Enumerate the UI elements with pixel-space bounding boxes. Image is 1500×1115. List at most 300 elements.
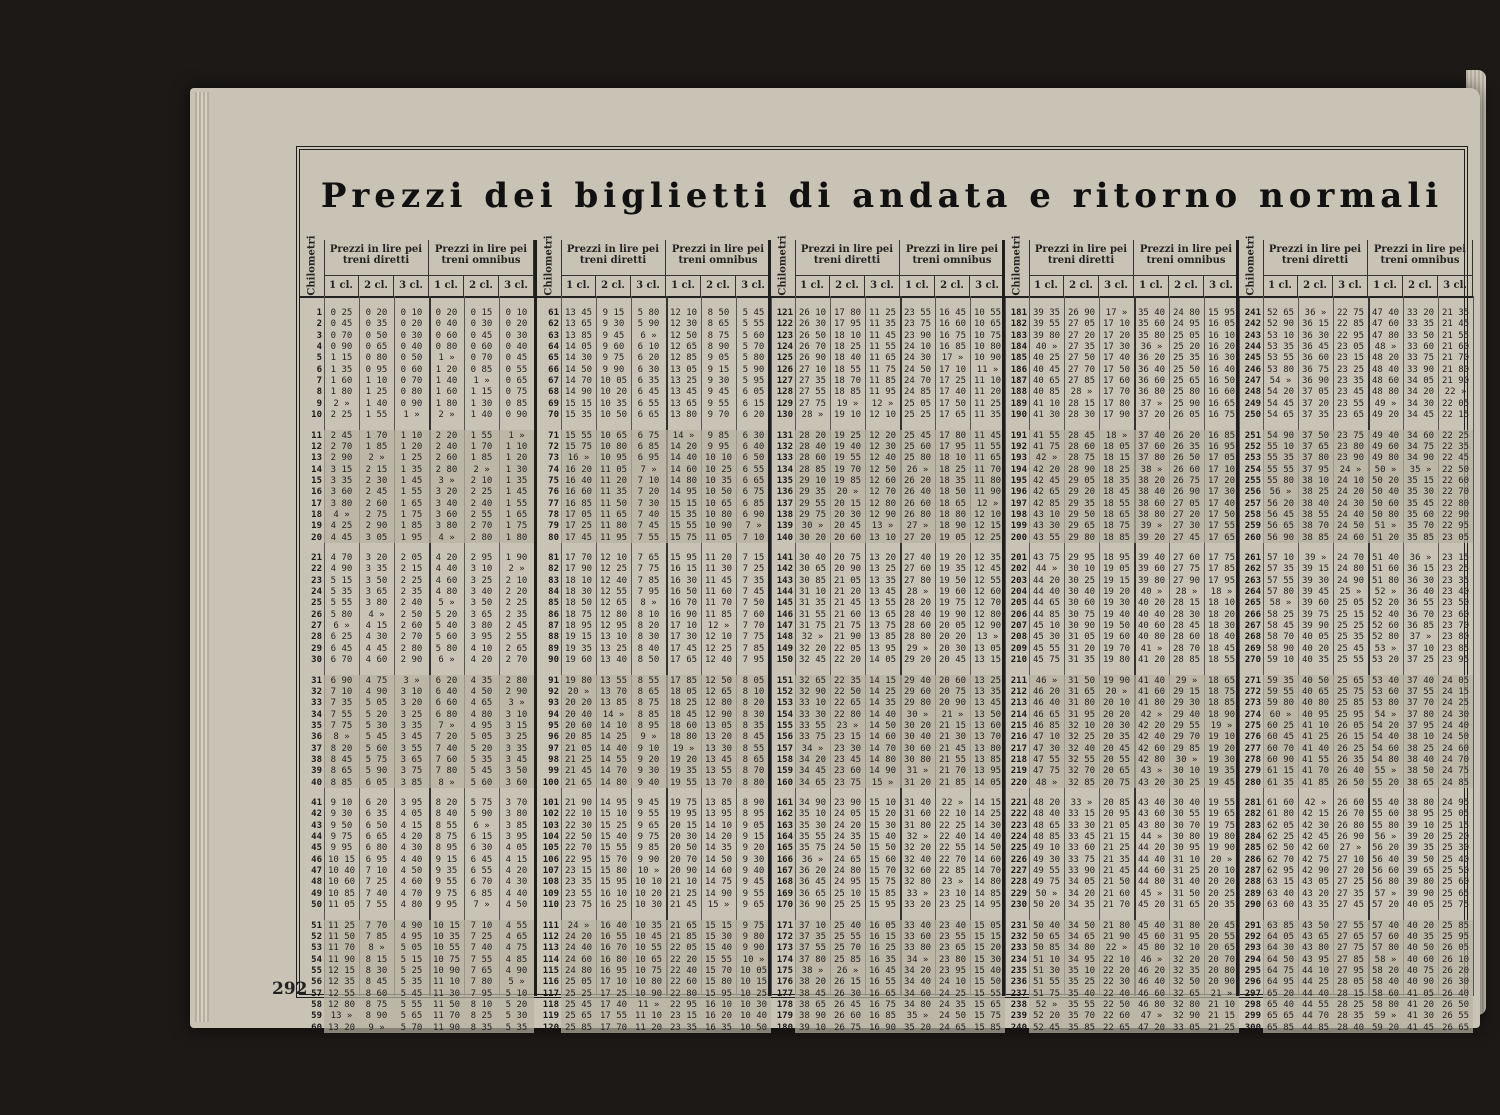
price-cell: 5 20 bbox=[365, 709, 388, 720]
price-cell: 17 10 bbox=[599, 977, 628, 988]
price-cell: 22 25 bbox=[938, 820, 967, 831]
price-cell: 17 05 bbox=[1207, 453, 1236, 464]
price-cell: 9 55 bbox=[637, 809, 660, 820]
price-cell: 22 95 bbox=[1441, 521, 1470, 532]
price-cell: 23 25 bbox=[938, 900, 967, 911]
price-cell: 9 45 bbox=[637, 798, 660, 808]
km-number: 111 bbox=[542, 920, 559, 931]
price-cell: 44 55 bbox=[1301, 999, 1330, 1010]
price-cell: 1 40 bbox=[470, 410, 493, 421]
price-cell: 22 95 bbox=[669, 999, 698, 1010]
price-cell: 22 05 bbox=[669, 943, 698, 954]
fare-block bbox=[1002, 235, 1236, 1033]
price-cell: 9 » bbox=[368, 1022, 385, 1033]
price-cell: 15 50 bbox=[973, 977, 1002, 988]
price-cell: 9 20 bbox=[637, 754, 660, 765]
price-cell: 22 70 bbox=[938, 854, 967, 865]
price-cell: 3 95 bbox=[470, 632, 493, 643]
price-cell: 27 55 bbox=[798, 387, 827, 398]
price-cell: 20 20 bbox=[938, 632, 967, 643]
price-cell: 28 70 bbox=[1172, 643, 1201, 654]
price-cell: 32 10 bbox=[1172, 943, 1201, 954]
price-cell: 20 40 bbox=[564, 709, 593, 720]
price-cell: 29 70 bbox=[1172, 732, 1201, 743]
price-cell: 25 05 bbox=[1441, 809, 1470, 820]
price-cell: 5 90 bbox=[742, 364, 765, 375]
price-cell: 43 40 bbox=[1137, 798, 1166, 808]
price-cell: 3 80 bbox=[435, 521, 458, 532]
price-cell: 7 75 bbox=[330, 720, 353, 731]
class-header: 3 cl. bbox=[1438, 276, 1473, 296]
price-cell: 18 95 bbox=[1102, 553, 1131, 563]
price-cell: 29 75 bbox=[798, 509, 827, 520]
price-cell: 7 95 bbox=[470, 988, 493, 999]
price-cell: 9 30 bbox=[742, 854, 765, 865]
price-cell: 15 65 bbox=[973, 999, 1002, 1010]
price-cell: 19 75 bbox=[1207, 820, 1236, 831]
price-cell: 27 80 bbox=[903, 575, 932, 586]
price-cell: 33 35 bbox=[1406, 319, 1435, 330]
price-cell: 6 05 bbox=[742, 387, 765, 398]
price-cell: 3 20 bbox=[400, 698, 423, 709]
km-number: 213 bbox=[1010, 698, 1027, 709]
price-cell: 8 75 bbox=[637, 698, 660, 709]
price-cell: 39 » bbox=[1140, 521, 1163, 532]
price-cell: 9 30 bbox=[637, 766, 660, 777]
price-cell: 54 65 bbox=[1266, 410, 1295, 421]
price-cell: 41 45 bbox=[1406, 1022, 1435, 1033]
price-cell: 35 85 bbox=[1067, 1022, 1096, 1033]
price-cell: 28 40 bbox=[1336, 1022, 1365, 1033]
price-cell: 8 10 bbox=[742, 686, 765, 697]
price-cell: 36 » bbox=[1409, 553, 1432, 563]
km-number: 168 bbox=[776, 877, 793, 888]
price-cell: 34 90 bbox=[1406, 453, 1435, 464]
km-number: 8 bbox=[316, 387, 322, 398]
price-cell: 48 » bbox=[1374, 342, 1397, 353]
km-number: 171 bbox=[776, 920, 793, 931]
price-cell: 18 15 bbox=[1102, 453, 1131, 464]
price-cell: 53 10 bbox=[1266, 330, 1295, 341]
price-cell: 4 20 bbox=[470, 655, 493, 666]
price-cell: 22 95 bbox=[1336, 330, 1365, 341]
price-cell: 35 70 bbox=[1067, 1011, 1096, 1022]
price-cell: 7 25 bbox=[470, 931, 493, 942]
price-cell: 0 10 bbox=[400, 308, 423, 318]
price-cell: 9 30 bbox=[707, 376, 730, 387]
km-number: 290 bbox=[1244, 900, 1261, 911]
price-cell: 41 30 bbox=[1032, 410, 1061, 421]
price-cell: 44 20 bbox=[1137, 843, 1166, 854]
price-cell: 31 10 bbox=[798, 587, 827, 598]
price-cell: 6 45 bbox=[470, 854, 493, 865]
price-cell: 33 75 bbox=[798, 732, 827, 743]
price-cell: 15 40 bbox=[704, 943, 733, 954]
price-cell: 2 10 bbox=[505, 575, 528, 586]
km-number: 136 bbox=[776, 487, 793, 498]
price-cell: 36 » bbox=[1304, 308, 1327, 318]
price-cell: 31 05 bbox=[1067, 632, 1096, 643]
price-cell: 8 65 bbox=[742, 754, 765, 765]
price-cell: 11 35 bbox=[973, 410, 1002, 421]
km-number: 241 bbox=[1244, 308, 1261, 318]
price-cell: 9 95 bbox=[435, 900, 458, 911]
km-number: 224 bbox=[1010, 832, 1027, 843]
price-cell: 12 25 bbox=[973, 532, 1002, 543]
price-cell: 41 85 bbox=[1301, 777, 1330, 788]
price-cell: 37 80 bbox=[1137, 453, 1166, 464]
price-cell: 15 » bbox=[707, 900, 730, 911]
price-cell: 38 10 bbox=[1301, 475, 1330, 486]
price-cell: 46 85 bbox=[1032, 720, 1061, 731]
price-cell: 22 85 bbox=[938, 866, 967, 877]
class-header: 2 cl. bbox=[464, 276, 499, 296]
km-number: 143 bbox=[776, 575, 793, 586]
km-number: 36 bbox=[311, 732, 322, 743]
price-cell: 16 60 bbox=[938, 319, 967, 330]
price-cell: 10 55 bbox=[432, 943, 461, 954]
price-cell: 9 10 bbox=[637, 743, 660, 754]
price-cell: 16 95 bbox=[1207, 441, 1236, 452]
price-cell: 33 75 bbox=[1067, 854, 1096, 865]
price-cell: 18 75 bbox=[1102, 521, 1131, 532]
price-cell: 4 65 bbox=[470, 698, 493, 709]
km-number: 95 bbox=[548, 720, 559, 731]
price-cell: 36 85 bbox=[1406, 621, 1435, 632]
price-cell: 5 80 bbox=[742, 353, 765, 364]
class-header: 1 cl. bbox=[561, 276, 596, 296]
km-number: 101 bbox=[542, 798, 559, 808]
price-cell: 6 45 bbox=[637, 387, 660, 398]
price-cell: 4 95 bbox=[470, 720, 493, 731]
price-cell: 23 45 bbox=[833, 754, 862, 765]
km-number: 284 bbox=[1244, 832, 1261, 843]
price-cell: 55 35 bbox=[1266, 453, 1295, 464]
price-cell: 0 80 bbox=[365, 353, 388, 364]
price-cell: 8 50 bbox=[707, 308, 730, 318]
price-cell: 3 65 bbox=[400, 754, 423, 765]
price-cell: 14 20 bbox=[704, 832, 733, 843]
price-cell: 41 25 bbox=[1301, 732, 1330, 743]
price-cell: 33 60 bbox=[1406, 342, 1435, 353]
price-cell: 9 15 bbox=[707, 364, 730, 375]
price-cell: 9 90 bbox=[602, 364, 625, 375]
price-cell: 30 60 bbox=[903, 743, 932, 754]
price-cell: 58 20 bbox=[1371, 965, 1400, 976]
price-cell: 36 30 bbox=[1406, 575, 1435, 586]
km-number: 228 bbox=[1010, 877, 1027, 888]
price-cell: 16 05 bbox=[868, 920, 897, 931]
km-number: 3 bbox=[316, 330, 322, 341]
price-cell: 20 65 bbox=[1207, 943, 1236, 954]
class-header: 1 cl. bbox=[1368, 276, 1403, 296]
price-cell: 26 75 bbox=[833, 1022, 862, 1033]
price-cell: 23 » bbox=[836, 720, 859, 731]
price-cell: 33 30 bbox=[1067, 820, 1096, 831]
direct-group-header: Prezzi in lire pei treni diretti bbox=[561, 240, 666, 276]
price-cell: 40 50 bbox=[1301, 675, 1330, 686]
price-cell: 36 » bbox=[801, 854, 824, 865]
price-cell: 26 05 bbox=[1172, 410, 1201, 421]
km-number: 75 bbox=[548, 475, 559, 486]
price-cell: 16 40 bbox=[564, 475, 593, 486]
price-cell: 2 75 bbox=[365, 509, 388, 520]
price-cell: 42 » bbox=[1304, 798, 1327, 808]
price-cell: 5 20 bbox=[505, 999, 528, 1010]
price-cell: 23 90 bbox=[1336, 453, 1365, 464]
price-cell: 4 70 bbox=[330, 553, 353, 563]
price-cell: 31 80 bbox=[903, 820, 932, 831]
km-number: 77 bbox=[548, 498, 559, 509]
price-cell: 17 90 bbox=[564, 564, 593, 575]
price-cell: 3 10 bbox=[470, 564, 493, 575]
price-cell: 42 45 bbox=[1301, 832, 1330, 843]
km-number: 273 bbox=[1244, 698, 1261, 709]
price-cell: 31 55 bbox=[798, 609, 827, 620]
price-cell: 28 30 bbox=[1172, 609, 1201, 620]
km-number: 146 bbox=[776, 609, 793, 620]
price-cell: 4 75 bbox=[505, 943, 528, 954]
price-cell: 4 45 bbox=[330, 532, 353, 543]
price-cell: 1 10 bbox=[365, 376, 388, 387]
price-cell: 13 » bbox=[976, 632, 999, 643]
price-cell: 18 85 bbox=[1102, 532, 1131, 543]
price-cell: 14 90 bbox=[564, 387, 593, 398]
price-cell: 25 75 bbox=[1441, 900, 1470, 911]
price-cell: 8 30 bbox=[637, 632, 660, 643]
price-cell: 25 65 bbox=[1336, 675, 1365, 686]
price-cell: 36 65 bbox=[798, 888, 827, 899]
price-cell: 16 15 bbox=[669, 564, 698, 575]
price-cell: 26 45 bbox=[833, 999, 862, 1010]
km-number: 10 bbox=[311, 410, 322, 421]
price-cell: 28 75 bbox=[1067, 453, 1096, 464]
price-cell: 2 80 bbox=[400, 643, 423, 654]
price-cell: 3 60 bbox=[435, 509, 458, 520]
price-cell: 5 55 bbox=[330, 598, 353, 609]
price-cell: 24 50 bbox=[1336, 521, 1365, 532]
price-cell: 6 55 bbox=[470, 866, 493, 877]
price-cell: 4 10 bbox=[470, 643, 493, 654]
km-number: 145 bbox=[776, 598, 793, 609]
price-cell: 6 50 bbox=[365, 820, 388, 831]
price-cell: 14 95 bbox=[599, 798, 628, 808]
price-cell: 10 90 bbox=[432, 965, 461, 976]
price-cell: 1 35 bbox=[400, 464, 423, 475]
price-cell: 47 60 bbox=[1371, 319, 1400, 330]
price-cell: 15 20 bbox=[973, 943, 1002, 954]
price-cell: 19 55 bbox=[1207, 798, 1236, 808]
price-cell: 27 50 bbox=[1067, 353, 1096, 364]
price-cell: 30 » bbox=[801, 521, 824, 532]
price-cell: 23 30 bbox=[833, 743, 862, 754]
km-number: 162 bbox=[776, 809, 793, 820]
price-cell: 4 » bbox=[438, 532, 455, 543]
price-cell: 10 35 bbox=[634, 920, 663, 931]
price-cell: 9 45 bbox=[602, 330, 625, 341]
price-cell: 31 80 bbox=[1067, 698, 1096, 709]
price-cell: 7 25 bbox=[742, 564, 765, 575]
km-number: 247 bbox=[1244, 376, 1261, 387]
price-cell: 33 75 bbox=[1406, 353, 1435, 364]
price-cell: 38 80 bbox=[1406, 798, 1435, 808]
price-cell: 25 45 bbox=[564, 999, 593, 1010]
price-cell: 2 70 bbox=[400, 632, 423, 643]
km-number: 83 bbox=[548, 575, 559, 586]
km-number: 248 bbox=[1244, 387, 1261, 398]
price-cell: 15 85 bbox=[868, 888, 897, 899]
price-cell: 25 60 bbox=[903, 441, 932, 452]
price-cell: 12 55 bbox=[973, 575, 1002, 586]
price-cell: 11 20 bbox=[704, 553, 733, 563]
price-cell: 2 15 bbox=[400, 564, 423, 575]
price-cell: 26 15 bbox=[833, 977, 862, 988]
price-cell: 42 15 bbox=[1301, 809, 1330, 820]
price-cell: 45 30 bbox=[1032, 632, 1061, 643]
km-number: 295 bbox=[1244, 965, 1261, 976]
price-cell: 8 65 bbox=[637, 686, 660, 697]
price-cell: 43 95 bbox=[1301, 954, 1330, 965]
price-cell: 13 50 bbox=[973, 709, 1002, 720]
price-cell: 64 50 bbox=[1266, 954, 1295, 965]
km-number: 174 bbox=[776, 954, 793, 965]
price-cell: 9 50 bbox=[330, 820, 353, 831]
km-number: 102 bbox=[542, 809, 559, 820]
price-cell: 27 75 bbox=[1172, 564, 1201, 575]
price-cell: 25 90 bbox=[1172, 398, 1201, 409]
price-cell: 38 65 bbox=[1406, 777, 1435, 788]
price-cell: 0 60 bbox=[470, 342, 493, 353]
price-cell: 8 » bbox=[640, 598, 657, 609]
price-cell: 3 60 bbox=[505, 777, 528, 788]
km-number: 156 bbox=[776, 732, 793, 743]
price-cell: 19 70 bbox=[1102, 643, 1131, 654]
km-number: 54 bbox=[311, 954, 322, 965]
price-cell: 48 65 bbox=[1032, 820, 1061, 831]
price-cell: 51 30 bbox=[1032, 965, 1061, 976]
price-cell: 36 » bbox=[1140, 342, 1163, 353]
price-cell: 9 55 bbox=[742, 888, 765, 899]
price-cell: 1 15 bbox=[470, 387, 493, 398]
price-cell: 1 60 bbox=[435, 387, 458, 398]
price-cell: 44 10 bbox=[1301, 965, 1330, 976]
price-cell: 0 20 bbox=[435, 308, 458, 318]
price-cell: 16 10 bbox=[1207, 330, 1236, 341]
price-cell: 12 » bbox=[871, 398, 894, 409]
price-cell: 8 55 bbox=[742, 743, 765, 754]
price-cell: 13 65 bbox=[564, 319, 593, 330]
price-cell: 21 55 bbox=[938, 754, 967, 765]
price-cell: 8 30 bbox=[742, 709, 765, 720]
price-cell: 26 40 bbox=[1336, 766, 1365, 777]
km-number: 234 bbox=[1010, 954, 1027, 965]
km-number: 62 bbox=[548, 319, 559, 330]
price-cell: 25 75 bbox=[1336, 686, 1365, 697]
price-cell: 10 05 bbox=[739, 965, 768, 976]
price-cell: 35 40 bbox=[1067, 988, 1096, 999]
price-cell: 24 95 bbox=[1441, 798, 1470, 808]
km-number: 218 bbox=[1010, 754, 1027, 765]
price-cell: 4 50 bbox=[505, 900, 528, 911]
price-cell: 0 60 bbox=[400, 364, 423, 375]
price-cell: 21 55 bbox=[1441, 330, 1470, 341]
price-cell: 26 30 bbox=[1441, 977, 1470, 988]
price-cell: 26 75 bbox=[1172, 475, 1201, 486]
price-cell: 22 50 bbox=[564, 832, 593, 843]
price-cell: 10 35 bbox=[599, 398, 628, 409]
price-cell: 29 55 bbox=[1172, 720, 1201, 731]
price-cell: 33 60 bbox=[903, 931, 932, 942]
km-number: 161 bbox=[776, 798, 793, 808]
price-cell: 28 20 bbox=[798, 430, 827, 441]
price-cell: 3 35 bbox=[330, 475, 353, 486]
km-number: 287 bbox=[1244, 866, 1261, 877]
price-cell: 61 60 bbox=[1266, 798, 1295, 808]
price-cell: 9 05 bbox=[742, 820, 765, 831]
price-cell: 40 05 bbox=[1406, 900, 1435, 911]
km-number: 30 bbox=[311, 655, 322, 666]
price-cell: 50 20 bbox=[1371, 475, 1400, 486]
price-cell: 12 55 bbox=[599, 587, 628, 598]
price-cell: 64 30 bbox=[1266, 943, 1295, 954]
km-number: 57 bbox=[311, 988, 322, 999]
km-number: 140 bbox=[776, 532, 793, 543]
price-cell: 4 60 bbox=[400, 877, 423, 888]
price-cell: 32 45 bbox=[798, 655, 827, 666]
km-number: 63 bbox=[548, 330, 559, 341]
price-cell: 25 05 bbox=[903, 398, 932, 409]
price-cell: 14 10 bbox=[599, 720, 628, 731]
km-number: 187 bbox=[1010, 376, 1027, 387]
price-cell: 7 95 bbox=[637, 587, 660, 598]
price-cell: 42 75 bbox=[1301, 854, 1330, 865]
price-cell: 38 10 bbox=[1406, 732, 1435, 743]
price-cell: 3 15 bbox=[505, 720, 528, 731]
price-cell: 12 90 bbox=[704, 709, 733, 720]
price-cell: 10 25 bbox=[739, 988, 768, 999]
price-cell: 5 55 bbox=[742, 319, 765, 330]
price-cell: 21 45 bbox=[564, 766, 593, 777]
price-cell: 19 80 bbox=[564, 675, 593, 686]
price-cell: 24 10 bbox=[903, 342, 932, 353]
price-cell: 0 75 bbox=[505, 387, 528, 398]
price-cell: 23 10 bbox=[938, 888, 967, 899]
price-cell: 31 75 bbox=[798, 621, 827, 632]
price-cell: 37 55 bbox=[1406, 686, 1435, 697]
price-cell: 4 30 bbox=[365, 632, 388, 643]
price-cell: 39 10 bbox=[1406, 820, 1435, 831]
price-cell: 18 45 bbox=[1102, 487, 1131, 498]
price-cell: 16 75 bbox=[868, 999, 897, 1010]
price-cell: 27 75 bbox=[1336, 943, 1365, 954]
price-cell: 11 25 bbox=[868, 308, 897, 318]
price-cell: 24 65 bbox=[938, 1022, 967, 1033]
price-cell: 1 20 bbox=[400, 441, 423, 452]
price-cell: 13 45 bbox=[868, 587, 897, 598]
price-cell: 29 65 bbox=[1067, 521, 1096, 532]
price-cell: 15 30 bbox=[868, 820, 897, 831]
price-cell: 12 10 bbox=[599, 553, 628, 563]
price-cell: 19 90 bbox=[1207, 843, 1236, 854]
price-cell: 38 50 bbox=[1406, 766, 1435, 777]
price-cell: 20 85 bbox=[564, 732, 593, 743]
price-cell: 24 » bbox=[567, 920, 590, 931]
price-cell: 4 40 bbox=[505, 888, 528, 899]
price-cell: 17 50 bbox=[1102, 364, 1131, 375]
price-cell: 10 25 bbox=[704, 464, 733, 475]
km-number: 97 bbox=[548, 743, 559, 754]
price-cell: 25 85 bbox=[833, 954, 862, 965]
